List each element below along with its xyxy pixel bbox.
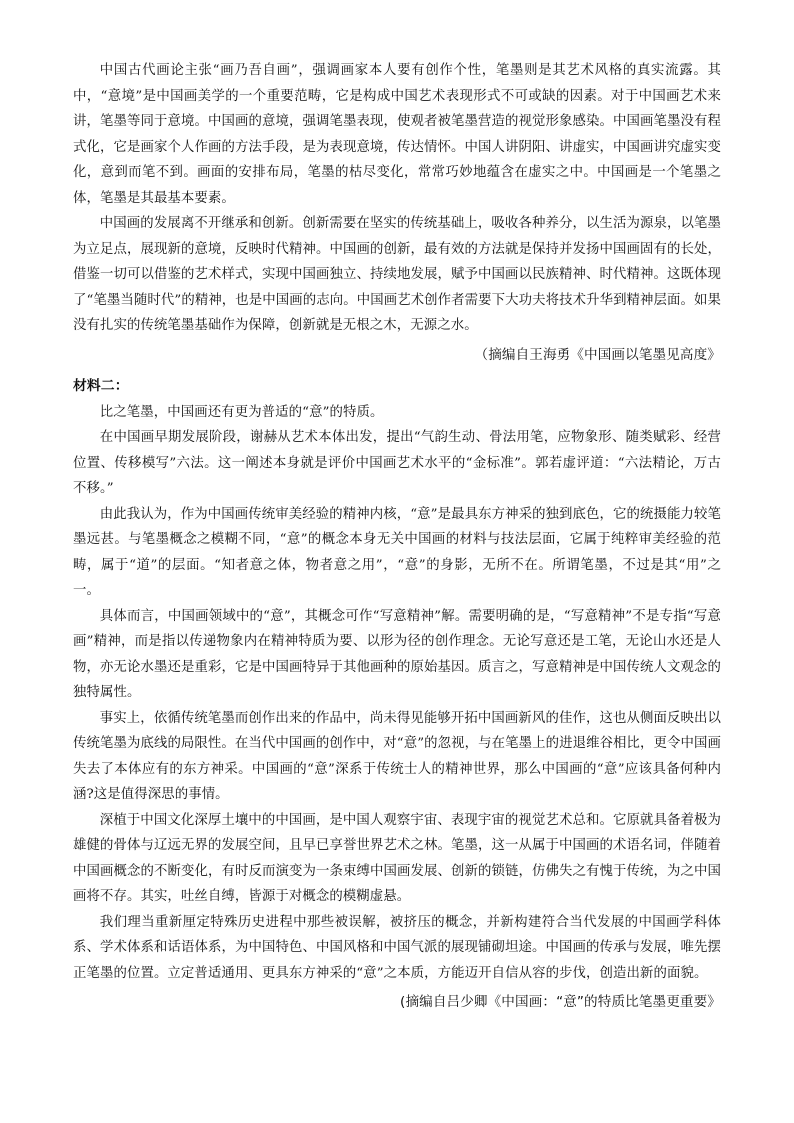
material2-paragraph-3: 由此我认为，作为中国画传统审美经验的精神内核，“意”是最具东方神采的独到底色，它的统摄能力较笔墨远甚。与笔墨概念之模糊不同，“意”的概念本身无关中国画的材料与技法层面，它属于纯粹审美经验的范畴，属于“道”的层面。“知者意之体，物者意之用”，“意”的身影，无所不在。所谓笔墨，不过是其“用”之一。 (73, 506, 721, 598)
material2-source: (摘编自吕少卿《中国画：“意”的特质比笔墨更重要》 (400, 994, 721, 1010)
material2-heading: 材料二： (73, 378, 129, 394)
material2-paragraph-1: 比之笔墨，中国画还有更为普适的“意”的特质。 (99, 404, 384, 420)
material2-paragraph-4: 具体而言，中国画领域中的“意”，其概念可作“写意精神”解。需要明确的是，“写意精神”不是专指“写意画”精神，而是指以传递物象内在精神特质为要、以形为径的创作理念。无论写意还是工笔，无论山水还是人物，亦无论水墨还是重彩，它是中国画特异于其他画种的原始基因。质言之，写意精神是中国传统人文观念的独特属性。 (73, 608, 721, 700)
material1-source: （摘编自王海勇《中国画以笔墨见高度》 (474, 346, 721, 363)
material2-paragraph-2: 在中国画早期发展阶段，谢赫从艺术本体出发，提出“气韵生动、骨法用笔，应物象形、随类赋彩、经营位置、传移模写”六法。这一阐述本身就是评价中国画艺术水平的“金标准”。郭若虚评道：“六法精论，万古不移。” (73, 430, 721, 496)
material2-paragraph-7: 我们理当重新厘定特殊历史进程中那些被误解，被挤压的概念，并新构建符合当代发展的中国画学科体系、学术体系和话语体系，为中国特色、中国风格和中国气派的展现铺砌坦途。中国画的传承与发展，唯先摆正笔墨的位置。立定普适通用、更具东方神采的“意”之本质，方能迈开自信从容的步伐，创造出新的面貌。 (73, 914, 721, 981)
material1-paragraph-2: 中国画的发展离不开继承和创新。创新需要在坚实的传统基础上，吸收各种养分，以生活为源泉，以笔墨为立足点，展现新的意境，反映时代精神。中国画的创新，最有效的方法就是保持并发扬中国画固有的长处，借鉴一切可以借鉴的艺术样式，实现中国画独立、持续地发展，赋予中国画以民族精神、时代精神。这既体现了“笔墨当随时代”的精神，也是中国画的志向。中国画艺术创作者需要下大功夫将技术升华到精神层面。如果没有扎实的传统笔墨基础作为保障，创新就是无根之木，无源之水。 (73, 216, 721, 333)
document-page (73, 58, 721, 1022)
material2-paragraph-5: 事实上，依循传统笔墨而创作出来的作品中，尚未得见能够开拓中国画新风的佳作，这也从侧面反映出以传统笔墨为底线的局限性。在当代中国画的创作中，对“意”的忽视，与在笔墨上的进退维谷相比，更令中国画失去了本体应有的东方神采。中国画的“意”深系于传统士人的精神世界，那么中国画的“意”应该具备何种内涵?这是值得深思的事情。 (73, 710, 721, 802)
material1-paragraph-1: 中国古代画论主张“画乃吾自画”，强调画家本人要有创作个性，笔墨则是其艺术风格的真实流露。其中，“意境”是中国画美学的一个重要范畴，它是构成中国艺术表现形式不可或缺的因素。对于中国画艺术来讲，笔墨等同于意境。中国画的意境，强调笔墨表现，使观者被笔墨营造的视觉形象感染。中国画笔墨没有程式化，它是画家个人作画的方法手段，是为表现意境，传达情怀。中国人讲阴阳、讲虚实，中国画讲究虚实变化，意到而笔不到。画面的安排布局，笔墨的枯尽变化，常常巧妙地蕴含在虚实之中。中国画是一个笔墨之体，笔墨是其最基本要素。 (73, 63, 721, 206)
material2-paragraph-6: 深植于中国文化深厚土壤中的中国画，是中国人观察宇宙、表现宇宙的视觉艺术总和。它原就具备着极为雄健的骨体与辽远无界的发展空间，且早已享誉世界艺术之林。笔墨，这一从属于中国画的术语名词，伴随着中国画概念的不断变化，有时反而演变为一条束缚中国画发展、创新的锁链，仿佛失之有愧于传统，为之中国画将不存。其实，吐丝自缚，皆源于对概念的模糊虚悬。 (73, 812, 721, 904)
